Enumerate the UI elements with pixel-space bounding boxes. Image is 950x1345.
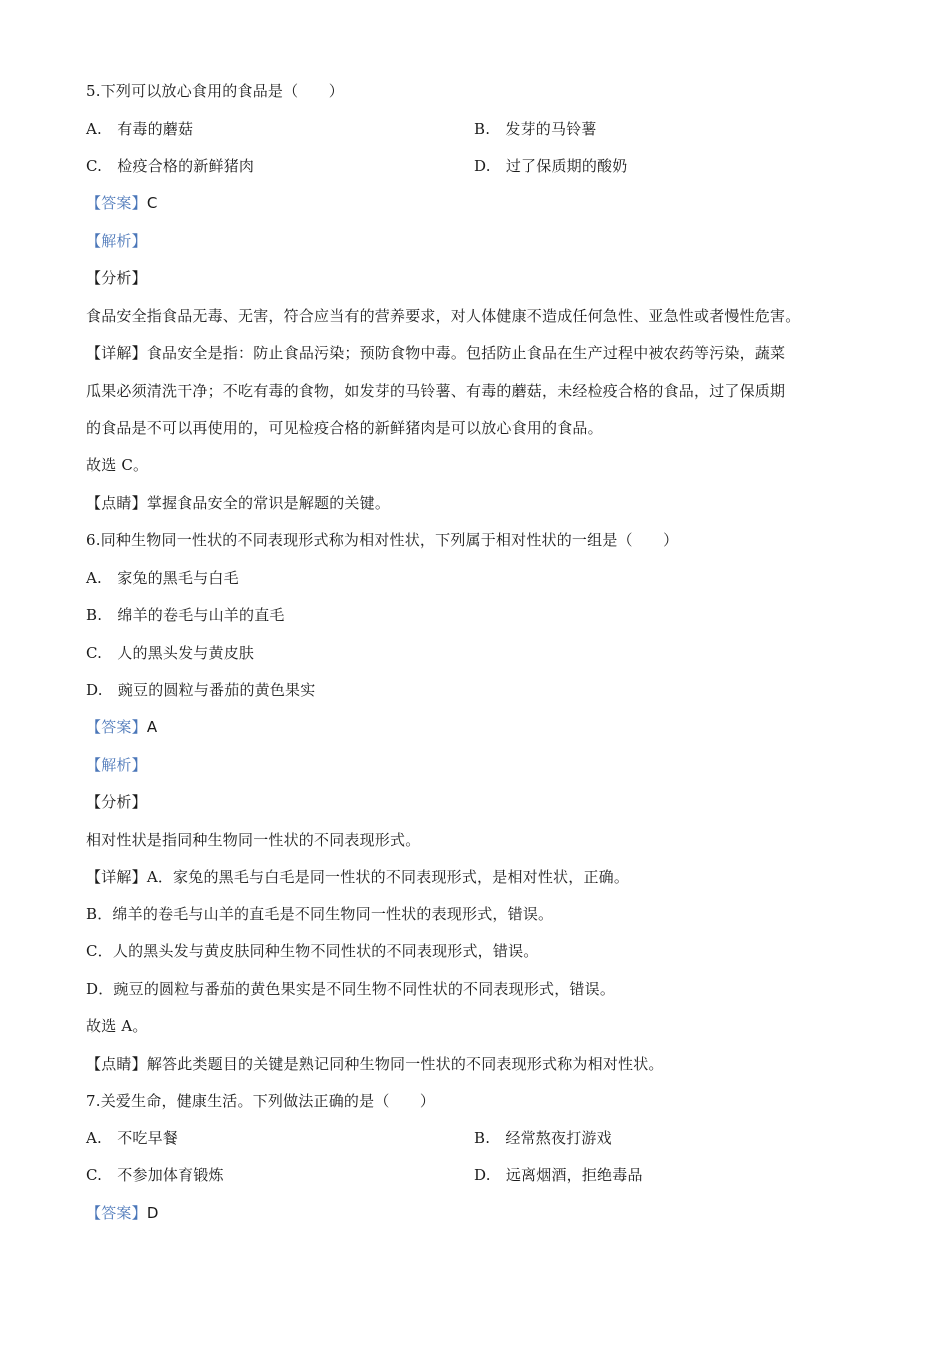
q6-xiangjie-tag: 【详解】 — [86, 868, 147, 886]
q6-option-a: A. 家兔的黑毛与白毛 — [86, 569, 239, 587]
q6-jiexi-tag: 【解析】 — [86, 756, 147, 774]
q6-fenxi-text: 相对性状是指同种生物同一性状的不同表现形式。 — [86, 831, 421, 849]
q7-stem: 7.关爱生命，健康生活。下列做法正确的是（ ） — [86, 1092, 436, 1110]
q5-xiangjie-line-1 — [86, 343, 785, 363]
q5-jiexi-tag: 【解析】 — [86, 232, 147, 250]
q5-xiangjie-line-2: 瓜果必须清洗干净；不吃有毒的食物，如发芽的马铃薯、有毒的蘑菇，未经检疫合格的食品，过了保质期 — [86, 382, 786, 400]
q5-xiangjie-line-3: 的食品是不可以再使用的，可见检疫合格的新鲜猪肉是可以放心食用的食品。 — [86, 419, 603, 437]
q5-answer-value: C — [146, 194, 158, 212]
q6-conclusion: 故选 A。 — [86, 1017, 148, 1035]
q5-stem: 5.下列可以放心食用的食品是（ ） — [86, 82, 344, 100]
q6-answer-tag: 【答案】 — [86, 718, 147, 736]
q6-xiangjie-line-1 — [86, 867, 629, 887]
q5-option-b: B. 发芽的马铃薯 — [474, 120, 597, 138]
q6-dianjing-line — [86, 1054, 664, 1074]
q6-option-b: B. 绵羊的卷毛与山羊的直毛 — [86, 606, 285, 624]
q5-fenxi-tag: 【分析】 — [86, 269, 147, 287]
q6-answer-value: A — [146, 718, 158, 736]
q5-conclusion: 故选 C。 — [86, 456, 149, 474]
q7-answer-tag: 【答案】 — [86, 1204, 147, 1222]
q7-option-a: A. 不吃早餐 — [86, 1129, 179, 1147]
q6-xiangjie-text-1: A．家兔的黑毛与白毛是同一性状的不同表现形式，是相对性状，正确。 — [146, 868, 630, 886]
q5-option-d: D. 过了保质期的酸奶 — [474, 157, 628, 175]
q6-xiangjie-line-2: B．绵羊的卷毛与山羊的直毛是不同生物同一性状的表现形式，错误。 — [86, 905, 554, 923]
q5-dianjing-tag: 【点睛】 — [86, 494, 147, 512]
q6-fenxi-tag: 【分析】 — [86, 793, 147, 811]
q6-stem: 6.同种生物同一性状的不同表现形式称为相对性状，下列属于相对性状的一组是（ ） — [86, 531, 679, 549]
q5-option-a: A. 有毒的蘑菇 — [86, 120, 194, 138]
q5-dianjing-text: 掌握食品安全的常识是解题的关键。 — [146, 494, 391, 512]
q6-dianjing-text: 解答此类题目的关键是熟记同种生物同一性状的不同表现形式称为相对性状。 — [146, 1055, 664, 1073]
q7-option-c: C. 不参加体育锻炼 — [86, 1166, 224, 1184]
q5-fenxi-text: 食品安全指食品无毒、无害，符合应当有的营养要求，对人体健康不造成任何急性、亚急性或者慢性危害。 — [86, 307, 801, 325]
q7-option-b: B. 经常熬夜打游戏 — [474, 1129, 612, 1147]
q7-answer-value: D — [146, 1204, 159, 1222]
q6-option-c: C. 人的黑头发与黄皮肤 — [86, 644, 255, 662]
q5-answer-tag: 【答案】 — [86, 194, 147, 212]
q6-xiangjie-line-4: D．豌豆的圆粒与番茄的黄色果实是不同生物不同性状的不同表现形式，错误。 — [86, 980, 616, 998]
q6-option-d: D. 豌豆的圆粒与番茄的黄色果实 — [86, 681, 316, 699]
q5-answer-line — [86, 193, 158, 213]
q5-dianjing-line — [86, 493, 390, 513]
q6-answer-line — [86, 717, 157, 737]
q5-option-c: C. 检疫合格的新鲜猪肉 — [86, 157, 255, 175]
q6-xiangjie-line-3: C．人的黑头发与黄皮肤同种生物不同性状的不同表现形式，错误。 — [86, 942, 539, 960]
q5-xiangjie-tag: 【详解】 — [86, 344, 147, 362]
q5-xiangjie-text-1: 食品安全是指：防止食品污染；预防食物中毒。包括防止食品在生产过程中被农药等污染，蔬菜 — [146, 344, 786, 362]
q7-answer-line — [86, 1203, 159, 1223]
q6-dianjing-tag: 【点睛】 — [86, 1055, 147, 1073]
q7-option-d: D. 远离烟酒，拒绝毒品 — [474, 1166, 643, 1184]
